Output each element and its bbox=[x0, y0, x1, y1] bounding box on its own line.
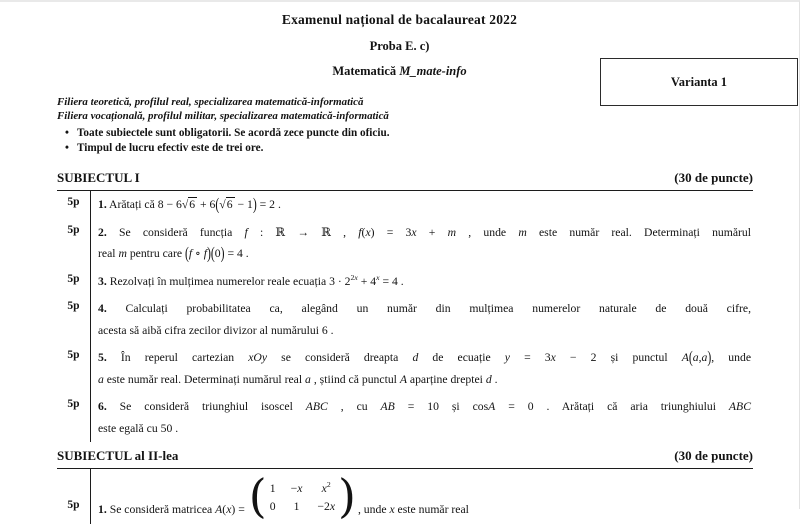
math-variable: A bbox=[399, 372, 407, 386]
variant-label: Varianta 1 bbox=[670, 74, 728, 89]
math-variable: x bbox=[550, 351, 556, 364]
math-variable: x bbox=[329, 499, 335, 513]
problem-content bbox=[90, 393, 753, 442]
radicand: 6 bbox=[226, 198, 233, 211]
sqrt-expression: √6 bbox=[181, 198, 196, 211]
text-run: . bbox=[491, 372, 498, 386]
subject1-header bbox=[57, 170, 753, 186]
text-run: , bbox=[698, 351, 702, 364]
matrix bbox=[248, 469, 356, 523]
matrix-entry bbox=[270, 482, 276, 496]
subject1-heading: SUBIECTUL I bbox=[57, 170, 140, 185]
text-run: , știind că punctul bbox=[310, 372, 400, 386]
problem-content bbox=[90, 469, 753, 524]
text-run: ) = 3 bbox=[370, 225, 412, 239]
problem-content bbox=[90, 295, 753, 344]
problem-line bbox=[98, 347, 751, 369]
math-variable: a bbox=[701, 351, 708, 364]
math-variable: y bbox=[504, 351, 510, 364]
text-run: 0 bbox=[269, 499, 276, 513]
filiera-line-1: Filiera teoretică, profilul real, specializarea matematică-informatică bbox=[57, 96, 364, 108]
math-variable: f bbox=[358, 225, 362, 239]
variant-box bbox=[600, 58, 798, 106]
math-variable: d bbox=[485, 372, 492, 386]
text-run: ( bbox=[222, 503, 227, 516]
points-cell: 5p bbox=[67, 398, 80, 410]
bullet-text: Timpul de lucru efectiv este de trei ore. bbox=[77, 142, 264, 154]
subject2-points: (30 de puncte) bbox=[674, 448, 753, 463]
bullet-text: Toate subiectele sunt obligatorii. Se acordă zece puncte din oficiu. bbox=[77, 127, 390, 139]
problem-row bbox=[57, 191, 753, 219]
problem-line bbox=[98, 369, 751, 391]
math-variable: A bbox=[681, 351, 689, 364]
bullet-item bbox=[57, 141, 753, 156]
math-variable: a bbox=[692, 351, 699, 364]
math-variable: x bbox=[297, 481, 303, 495]
text-run: − bbox=[290, 481, 298, 495]
math-variable: A bbox=[488, 400, 496, 413]
math-variable: x bbox=[226, 503, 232, 516]
points-cell: 5p bbox=[67, 349, 80, 361]
text-run: , unde bbox=[456, 225, 519, 239]
text-run: Arătați că bbox=[106, 198, 158, 211]
subject-title-italic: M_mate-info bbox=[399, 64, 467, 78]
filiera-line-2: Filiera vocațională, profilul militar, specializarea matematică-informatică bbox=[57, 109, 389, 122]
text-run: 8 − 6 bbox=[157, 198, 182, 211]
text-run: = 0 . Arătați că aria triunghiului bbox=[495, 400, 729, 413]
math-variable: xOy bbox=[248, 351, 268, 364]
math-superscript: 2 bbox=[350, 272, 355, 282]
sqrt-expression: √6 bbox=[219, 198, 233, 211]
text-run: , unde bbox=[711, 351, 752, 364]
text-run: + 6 bbox=[197, 198, 216, 211]
text-run: 0 bbox=[214, 247, 221, 260]
big-paren: ( bbox=[688, 348, 693, 367]
matrix-entry bbox=[317, 500, 335, 514]
big-paren: ) bbox=[707, 348, 712, 367]
math-variable: x bbox=[389, 503, 395, 516]
page-title: Examenul național de bacalaureat 2022 bbox=[281, 12, 518, 27]
big-paren: ( bbox=[215, 195, 220, 214]
text-run: + 4 bbox=[357, 274, 377, 288]
fragment-outro bbox=[358, 499, 469, 521]
points-cell: 5p bbox=[67, 272, 80, 285]
problem-number: 6. bbox=[98, 400, 107, 413]
radicand: 6 bbox=[189, 198, 196, 211]
problem-row bbox=[57, 393, 753, 442]
text-run: − 2 și punctul bbox=[555, 351, 682, 364]
subject2-header bbox=[57, 448, 753, 464]
points-cell: 5p bbox=[67, 499, 80, 511]
problem-content bbox=[90, 219, 753, 268]
subject1-points: (30 de puncte) bbox=[674, 170, 753, 185]
problem-row bbox=[57, 219, 753, 268]
problem-line bbox=[98, 194, 751, 216]
problem-line bbox=[98, 396, 751, 418]
problem-line bbox=[98, 418, 751, 440]
matrix-entry bbox=[270, 500, 276, 514]
text-run: aparține dreptei bbox=[406, 372, 486, 386]
text-run: În reperul cartezian bbox=[106, 351, 249, 364]
points-cell: 5p bbox=[67, 300, 80, 312]
text-run: ) = bbox=[231, 503, 245, 516]
points-cell: 5p bbox=[67, 223, 80, 236]
math-variable: x bbox=[365, 225, 371, 239]
problem-number: 1. bbox=[98, 503, 107, 516]
math-variable: a bbox=[98, 372, 104, 386]
text-run: − 1 bbox=[234, 198, 253, 211]
text-run: = 2 . bbox=[256, 198, 281, 211]
text-run: pentru care bbox=[126, 247, 185, 260]
math-variable: m bbox=[118, 247, 127, 260]
text-run: este număr real bbox=[394, 503, 469, 516]
bullet-marker: • bbox=[65, 127, 69, 139]
math-variable: f bbox=[203, 247, 207, 260]
math-variable: m bbox=[518, 225, 527, 239]
text-run: Se consideră triunghiul isoscel bbox=[106, 400, 306, 413]
big-paren: ( bbox=[210, 244, 215, 263]
text-run: 1 bbox=[293, 499, 300, 513]
text-run: 1 bbox=[269, 481, 276, 495]
text-run: acesta să aibă cifra zecilor divizor al numărului 6 . bbox=[98, 323, 334, 337]
text-run: = 4 . bbox=[379, 274, 404, 288]
bullet-item bbox=[57, 126, 753, 141]
math-variable: f bbox=[188, 247, 193, 260]
math-variable: a bbox=[305, 372, 311, 386]
text-run: este număr real. Determinați numărul real bbox=[103, 372, 306, 386]
text-run: real bbox=[98, 247, 119, 260]
math-variable: A bbox=[215, 503, 223, 516]
problem-number: 5. bbox=[98, 351, 107, 364]
subject2-heading: SUBIECTUL al II-lea bbox=[57, 448, 179, 463]
math-variable: ABC bbox=[305, 400, 328, 413]
proba-label: Proba E. c) bbox=[369, 39, 430, 53]
text-run: 3 · 2 bbox=[329, 274, 351, 288]
problem-row bbox=[57, 268, 753, 296]
text-run: , unde bbox=[357, 503, 390, 516]
content-area bbox=[57, 96, 753, 524]
text-run: se consideră dreapta bbox=[267, 351, 413, 364]
problem-row bbox=[57, 295, 753, 344]
problem-line bbox=[98, 469, 751, 523]
problem-line bbox=[98, 222, 751, 244]
problem-line bbox=[98, 298, 751, 320]
text-run: , cu bbox=[327, 400, 381, 413]
big-paren: ) bbox=[220, 244, 225, 263]
text-run: : ℝ → ℝ , bbox=[247, 225, 359, 239]
math-variable: f bbox=[244, 225, 248, 239]
text-run: ( bbox=[361, 225, 366, 239]
text-run: + bbox=[416, 225, 448, 239]
matrix-grid bbox=[267, 479, 338, 514]
text-run: Se consideră matricea bbox=[106, 503, 216, 516]
matrix-entry bbox=[291, 500, 303, 514]
math-variable: AB bbox=[380, 400, 395, 413]
subject-title-prefix: Matematică bbox=[332, 64, 400, 78]
big-paren: ) bbox=[206, 244, 211, 263]
math-variable: m bbox=[447, 225, 457, 239]
fragment-intro bbox=[98, 499, 245, 521]
text-run: Rezolvați în mulțimea numerelor reale ecuația bbox=[106, 274, 330, 288]
math-superscript: 2 bbox=[326, 479, 331, 489]
problem-number: 2. bbox=[98, 225, 107, 239]
math-superscript: x bbox=[354, 272, 358, 282]
text-run: de ecuație bbox=[418, 351, 505, 364]
points-cell: 5p bbox=[67, 196, 80, 208]
instruction-list bbox=[57, 126, 753, 156]
big-paren: ) bbox=[252, 195, 257, 214]
math-variable: ABC bbox=[728, 400, 751, 413]
bullet-marker: • bbox=[65, 142, 69, 154]
problem-content bbox=[90, 191, 753, 219]
matrix-entry bbox=[317, 479, 335, 496]
text-run: = 3 bbox=[509, 351, 551, 364]
text-run: Se consideră funcția bbox=[106, 225, 245, 239]
matrix-entry bbox=[291, 482, 303, 496]
text-run: este număr real. Determinați numărul bbox=[526, 225, 752, 239]
problem-content bbox=[90, 344, 753, 393]
problem-line bbox=[98, 271, 751, 293]
text-run: = 4 . bbox=[224, 247, 249, 260]
text-run: Calculați probabilitatea ca, alegând un număr din mulțimea numerelor naturale de două cifre, bbox=[106, 302, 751, 315]
subject2-fragment-row bbox=[57, 469, 753, 524]
math-superscript: x bbox=[376, 272, 380, 282]
math-variable: d bbox=[412, 351, 419, 364]
problem-content bbox=[90, 268, 753, 296]
problem-number: 3. bbox=[98, 274, 107, 288]
big-paren: ( bbox=[184, 244, 189, 263]
problem-line bbox=[98, 320, 751, 342]
text-run: ∘ bbox=[192, 247, 204, 260]
problem-line bbox=[98, 243, 751, 265]
text-run: = 10 și cos bbox=[394, 400, 489, 413]
text-run: −2 bbox=[317, 499, 330, 513]
matrix-paren: ) bbox=[338, 469, 356, 523]
problem-number: 1. bbox=[98, 198, 107, 211]
math-variable: x bbox=[321, 481, 327, 495]
subject1-problems bbox=[57, 191, 753, 442]
text-run: este egală cu 50 . bbox=[98, 421, 179, 435]
matrix-paren: ( bbox=[248, 469, 267, 523]
math-variable: x bbox=[411, 225, 417, 239]
problem-row bbox=[57, 344, 753, 393]
problem-number: 4. bbox=[98, 302, 107, 315]
